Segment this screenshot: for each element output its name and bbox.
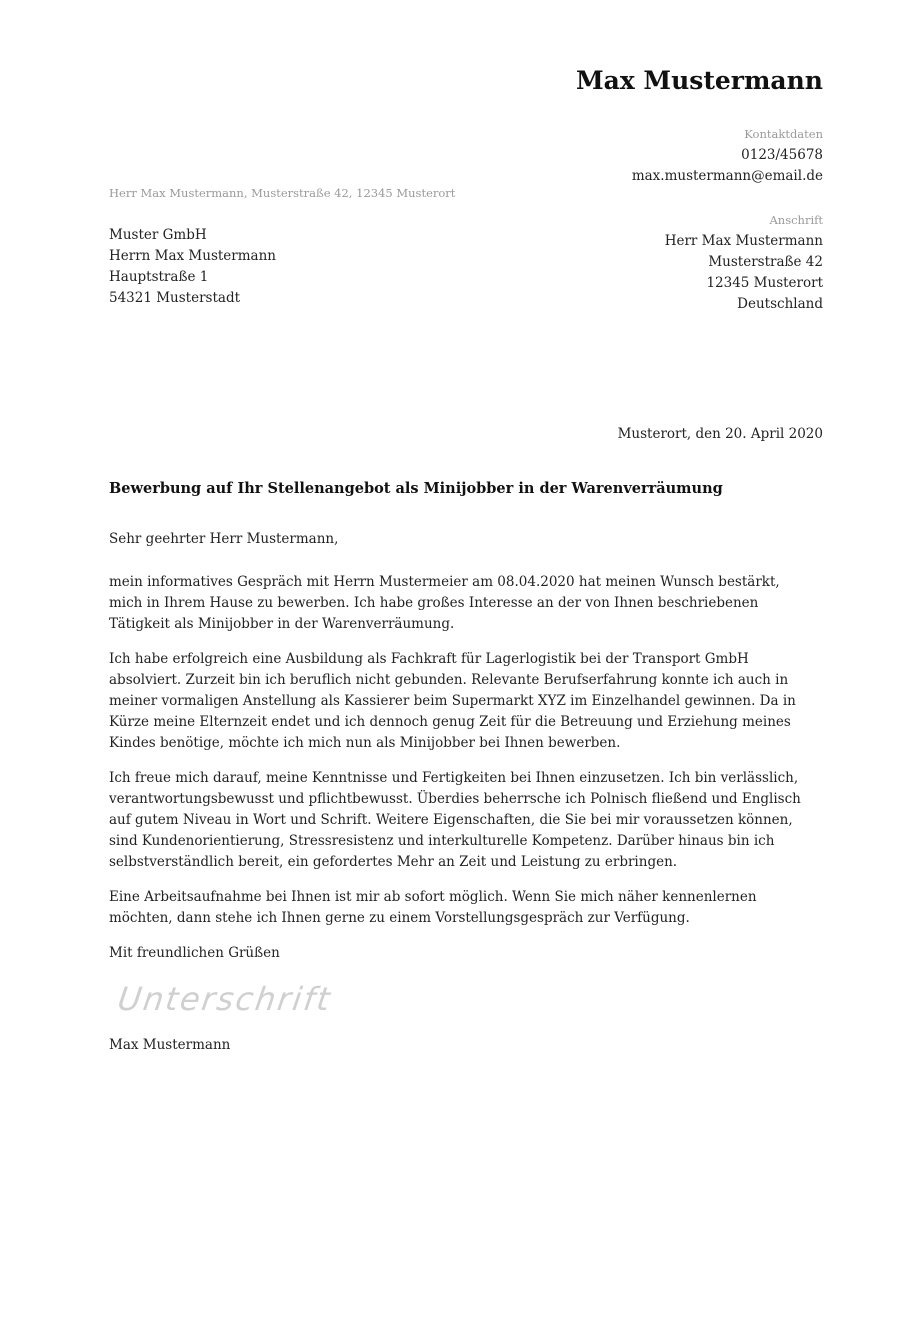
contact-phone: 0123/45678 <box>741 147 823 163</box>
address-line: 12345 Musterort <box>706 275 823 291</box>
contact-email: max.mustermann@email.de <box>631 168 823 184</box>
body-paragraph: Ich habe erfolgreich eine Ausbildung als Fachkraft für Lagerlogistik bei der Transport GmbH absolviert. Zurzeit bin ich beruflich nicht gebunden. Relevante Berufserfahrung konnte ich auch in meiner vormaligen Anstellung als Kassierer beim Supermarkt XYZ im Einzelhandel gewinnen. Da in Kürze meine Elternzeit endet und ich dennoch genug Zeit für die Betreuung und Erziehung meines Kindes benötige, möchte ich mich nun als Minijobber bei Ihnen bewerben. <box>109 651 796 751</box>
address-line: Deutschland <box>737 296 823 312</box>
address-block <box>665 210 823 315</box>
letter-subject: Bewerbung auf Ihr Stellenangebot als Minijobber in der Warenverräumung <box>109 480 723 497</box>
address-line: Herr Max Mustermann <box>664 233 823 249</box>
recipient-line: Herrn Max Mustermann <box>109 248 276 264</box>
recipient-line: Muster GmbH <box>109 227 207 243</box>
signer-name: Max Mustermann <box>109 1037 231 1053</box>
recipient-block <box>109 225 276 309</box>
body-paragraph: mein informatives Gespräch mit Herrn Mustermeier am 08.04.2020 hat meinen Wunsch bestärkt, mich in Ihrem Hause zu bewerben. Ich habe großes Interesse an der von Ihnen beschriebenen Tätigkeit als Minijobber in der Warenverräumung. <box>109 574 780 632</box>
letter-date: Musterort, den 20. April 2020 <box>617 426 823 442</box>
sender-name-heading: Max Mustermann <box>575 66 823 95</box>
contact-label: Kontaktdaten <box>744 127 823 141</box>
sender-return-address: Herr Max Mustermann, Musterstraße 42, 12345 Musterort <box>109 186 456 200</box>
signature-placeholder: Unterschrift <box>115 980 335 1018</box>
address-line: Musterstraße 42 <box>708 254 823 270</box>
recipient-line: 54321 Musterstadt <box>109 290 241 306</box>
contact-block <box>632 124 823 187</box>
closing-phrase: Mit freundlichen Grüßen <box>109 945 280 961</box>
recipient-line: Hauptstraße 1 <box>109 269 209 285</box>
salutation: Sehr geehrter Herr Mustermann, <box>109 531 339 547</box>
letter-body <box>109 572 809 978</box>
address-label: Anschrift <box>769 213 823 227</box>
body-paragraph: Ich freue mich darauf, meine Kenntnisse und Fertigkeiten bei Ihnen einzusetzen. Ich bin verlässlich, verantwortungsbewusst und pflichtbewusst. Überdies beherrsche ich Polnisch fließend und Englisch auf gutem Niveau in Wort und Schrift. Weitere Eigenschaften, die Sie bei mir voraussetzen können, sind Kundenorientierung, Stressresistenz und interkulturelle Kompetenz. Darüber hinaus bin ich selbstverständlich bereit, ein gefordertes Mehr an Zeit und Leistung zu erbringen. <box>109 770 801 870</box>
body-paragraph: Eine Arbeitsaufnahme bei Ihnen ist mir ab sofort möglich. Wenn Sie mich näher kennenlernen möchten, dann stehe ich Ihnen gerne zu einem Vorstellungsgespräch zur Verfügung. <box>109 889 757 926</box>
